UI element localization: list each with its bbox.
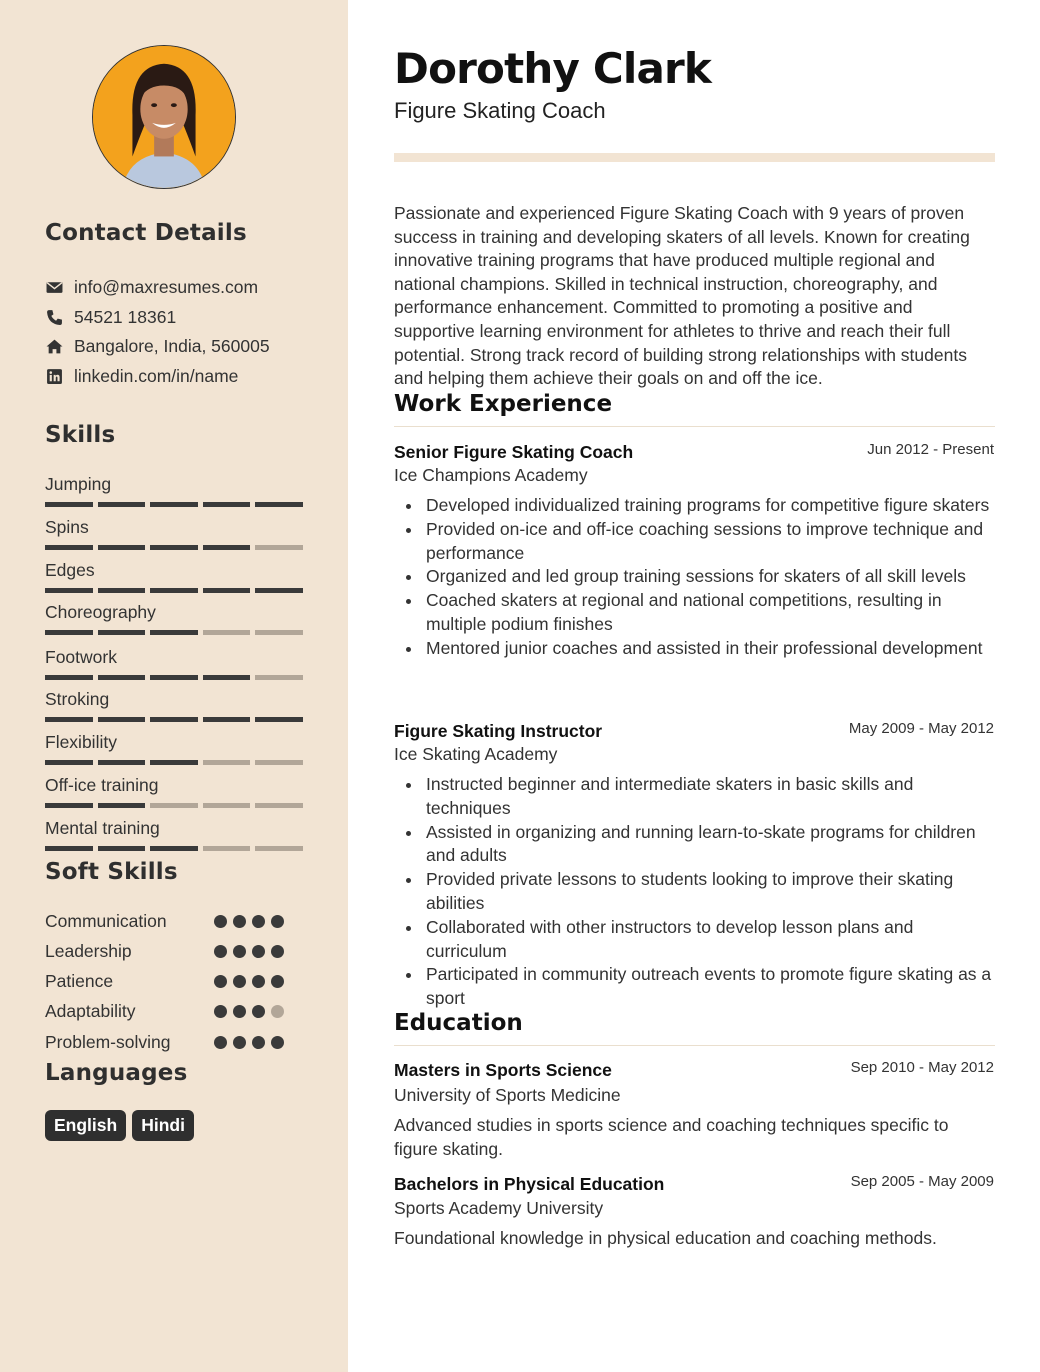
- skill-level-segment: [255, 502, 303, 507]
- contact-linkedin[interactable]: [45, 364, 238, 388]
- candidate-name: Dorothy Clark: [394, 44, 712, 93]
- skill-level-segment: [255, 588, 303, 593]
- skill-level-segment: [150, 588, 198, 593]
- skill-level-segment: [255, 803, 303, 808]
- skill-level-segment: [45, 803, 93, 808]
- linkedin-icon: [45, 367, 63, 385]
- soft-skill-rating: [214, 945, 284, 958]
- candidate-role: Figure Skating Coach: [394, 98, 606, 123]
- skill-item: [45, 645, 303, 680]
- skill-level-segment: [255, 630, 303, 635]
- languages-heading: Languages: [45, 1060, 188, 1086]
- skill-level-segment: [203, 545, 251, 550]
- skill-item: [45, 687, 303, 722]
- rating-dot: [233, 1005, 246, 1018]
- skill-label: Choreography: [45, 602, 156, 622]
- skill-level-bar: [45, 502, 303, 507]
- list-item: Provided private lessons to students looking to improve their skating abilities: [394, 868, 998, 916]
- job-date: May 2009 - May 2012: [848, 720, 994, 737]
- skill-label: Flexibility: [45, 732, 117, 752]
- skill-level-segment: [150, 545, 198, 550]
- soft-skill-item: [45, 939, 305, 963]
- list-item: Collaborated with other instructors to develop lesson plans and curriculum: [394, 916, 998, 964]
- language-tag: Hindi: [132, 1110, 194, 1141]
- soft-skill-item: [45, 969, 305, 993]
- job-bullets: [394, 494, 998, 661]
- skill-item: [45, 600, 303, 635]
- skill-level-bar: [45, 675, 303, 680]
- work-experience-heading: Work Experience: [394, 391, 613, 417]
- skill-level-segment: [45, 630, 93, 635]
- rating-dot: [214, 915, 227, 928]
- skill-level-segment: [203, 846, 251, 851]
- job-bullets: [394, 773, 998, 1011]
- soft-skill-rating: [214, 975, 284, 988]
- list-item: Provided on-ice and off-ice coaching sessions to improve technique and performance: [394, 518, 998, 566]
- contact-heading: Contact Details: [45, 220, 247, 246]
- sidebar: [0, 0, 348, 1372]
- skill-level-bar: [45, 803, 303, 808]
- skill-label: Off-ice training: [45, 775, 159, 795]
- degree-date: Sep 2005 - May 2009: [850, 1173, 994, 1190]
- job-organization: Ice Champions Academy: [394, 465, 588, 485]
- list-item: Coached skaters at regional and national competitions, resulting in multiple podium finishes: [394, 589, 998, 637]
- skill-level-segment: [45, 846, 93, 851]
- skill-level-segment: [255, 545, 303, 550]
- rating-dot: [214, 945, 227, 958]
- skill-label: Footwork: [45, 647, 117, 667]
- soft-skill-label: Patience: [45, 970, 114, 991]
- rating-dot: [214, 1036, 227, 1049]
- skill-level-bar: [45, 717, 303, 722]
- section-divider: [394, 1045, 995, 1046]
- soft-skill-label: Leadership: [45, 940, 132, 961]
- skill-level-segment: [150, 803, 198, 808]
- list-item: Instructed beginner and intermediate skaters in basic skills and techniques: [394, 773, 998, 821]
- skill-level-segment: [98, 717, 146, 722]
- contact-email[interactable]: [45, 275, 258, 299]
- skill-level-segment: [203, 588, 251, 593]
- phone-icon: [45, 308, 63, 326]
- skill-level-segment: [203, 717, 251, 722]
- soft-skill-item: [45, 909, 305, 933]
- list-item: Assisted in organizing and running learn-to-skate programs for children and adults: [394, 821, 998, 869]
- soft-skill-label: Communication: [45, 910, 167, 931]
- skill-item: [45, 816, 303, 851]
- skill-level-segment: [203, 502, 251, 507]
- skill-level-segment: [150, 630, 198, 635]
- soft-skill-item: [45, 999, 305, 1023]
- avatar: [92, 45, 236, 189]
- contact-phone[interactable]: [45, 305, 176, 329]
- main-content: [348, 0, 1040, 1372]
- skill-level-bar: [45, 630, 303, 635]
- skill-level-segment: [45, 675, 93, 680]
- rating-dot: [271, 975, 284, 988]
- section-divider: [394, 426, 995, 427]
- rating-dot: [214, 1005, 227, 1018]
- degree-description: Foundational knowledge in physical education and coaching methods.: [394, 1228, 937, 1248]
- job-date: Jun 2012 - Present: [867, 441, 994, 458]
- skill-item: [45, 730, 303, 765]
- skill-level-segment: [150, 502, 198, 507]
- skill-level-segment: [98, 545, 146, 550]
- contact-address-text: Bangalore, India, 560005: [74, 335, 270, 356]
- rating-dot: [233, 975, 246, 988]
- skill-level-segment: [98, 846, 146, 851]
- skill-level-bar: [45, 588, 303, 593]
- skill-level-segment: [98, 502, 146, 507]
- skill-level-segment: [45, 502, 93, 507]
- avatar-photo: [93, 46, 235, 188]
- soft-skill-item: [45, 1030, 305, 1054]
- rating-dot: [252, 1005, 265, 1018]
- degree-description: Advanced studies in sports science and coaching techniques specific to figure skating.: [394, 1115, 949, 1159]
- skill-level-segment: [98, 630, 146, 635]
- skill-level-segment: [255, 675, 303, 680]
- skill-level-bar: [45, 545, 303, 550]
- skill-level-bar: [45, 846, 303, 851]
- skill-label: Jumping: [45, 474, 112, 494]
- home-icon: [45, 337, 63, 355]
- skill-level-segment: [150, 675, 198, 680]
- degree-institution: University of Sports Medicine: [394, 1085, 621, 1105]
- skill-level-segment: [255, 846, 303, 851]
- rating-dot: [252, 915, 265, 928]
- skill-level-segment: [203, 803, 251, 808]
- contact-address: [45, 334, 270, 358]
- skill-level-segment: [150, 846, 198, 851]
- soft-skill-rating: [214, 1005, 284, 1018]
- skill-level-segment: [45, 588, 93, 593]
- envelope-icon: [45, 278, 63, 296]
- soft-skill-rating: [214, 1036, 284, 1049]
- skill-label: Edges: [45, 560, 95, 580]
- contact-linkedin-text: linkedin.com/in/name: [74, 365, 239, 386]
- skill-level-segment: [98, 803, 146, 808]
- rating-dot: [271, 915, 284, 928]
- skill-item: [45, 515, 303, 550]
- skill-item: [45, 472, 303, 507]
- skill-item: [45, 773, 303, 808]
- list-item: Participated in community outreach events to promote figure skating as a sport: [394, 963, 998, 1011]
- soft-skill-rating: [214, 915, 284, 928]
- skill-label: Spins: [45, 517, 89, 537]
- list-item: Organized and led group training sessions for skaters of all skill levels: [394, 565, 998, 589]
- skill-item: [45, 558, 303, 593]
- skill-level-segment: [203, 760, 251, 765]
- skill-level-segment: [98, 675, 146, 680]
- list-item: Developed individualized training programs for competitive figure skaters: [394, 494, 998, 518]
- skill-level-segment: [150, 717, 198, 722]
- job-title: Figure Skating Instructor: [394, 721, 603, 741]
- rating-dot: [252, 975, 265, 988]
- degree-date: Sep 2010 - May 2012: [850, 1059, 994, 1076]
- degree-title: Masters in Sports Science: [394, 1060, 612, 1080]
- rating-dot: [233, 915, 246, 928]
- soft-skills-heading: Soft Skills: [45, 859, 178, 885]
- education-heading: Education: [394, 1010, 523, 1036]
- job-title: Senior Figure Skating Coach: [394, 442, 634, 462]
- skill-level-segment: [45, 545, 93, 550]
- contact-phone-text: 54521 18361: [74, 306, 177, 327]
- rating-dot: [271, 1005, 284, 1018]
- skill-label: Stroking: [45, 689, 110, 709]
- rating-dot: [271, 1036, 284, 1049]
- skill-level-segment: [150, 760, 198, 765]
- degree-title: Bachelors in Physical Education: [394, 1174, 665, 1194]
- skill-level-segment: [98, 588, 146, 593]
- languages-list: [45, 1110, 194, 1141]
- soft-skill-label: Problem-solving: [45, 1031, 171, 1052]
- skill-level-segment: [255, 760, 303, 765]
- skill-level-segment: [45, 717, 93, 722]
- rating-dot: [252, 1036, 265, 1049]
- skill-label: Mental training: [45, 818, 160, 838]
- skill-level-bar: [45, 760, 303, 765]
- rating-dot: [233, 945, 246, 958]
- profile-summary: Passionate and experienced Figure Skating Coach with 9 years of proven success in training and developing skaters of all levels. Known for creating innovative training programs that have produced multiple regional and national champions. Skilled in technical instruction, choreography, and performance enhancement. Committed to promoting a positive and supportive learning environment for athletes to thrive and reach their full potential. Strong track record of building strong relationships with students and helping them achieve their goals on and off the ice.: [394, 203, 970, 389]
- soft-skill-label: Adaptability: [45, 1000, 136, 1021]
- language-tag: English: [45, 1110, 126, 1141]
- skills-heading: Skills: [45, 422, 116, 448]
- job-organization: Ice Skating Academy: [394, 744, 558, 764]
- header-divider: [394, 153, 995, 162]
- skill-level-segment: [203, 630, 251, 635]
- degree-institution: Sports Academy University: [394, 1198, 604, 1218]
- skill-level-segment: [98, 760, 146, 765]
- rating-dot: [214, 975, 227, 988]
- skill-level-segment: [45, 760, 93, 765]
- list-item: Mentored junior coaches and assisted in their professional development: [394, 637, 998, 661]
- rating-dot: [271, 945, 284, 958]
- skill-level-segment: [255, 717, 303, 722]
- rating-dot: [233, 1036, 246, 1049]
- contact-email-text: info@maxresumes.com: [74, 276, 259, 297]
- rating-dot: [252, 945, 265, 958]
- skill-level-segment: [203, 675, 251, 680]
